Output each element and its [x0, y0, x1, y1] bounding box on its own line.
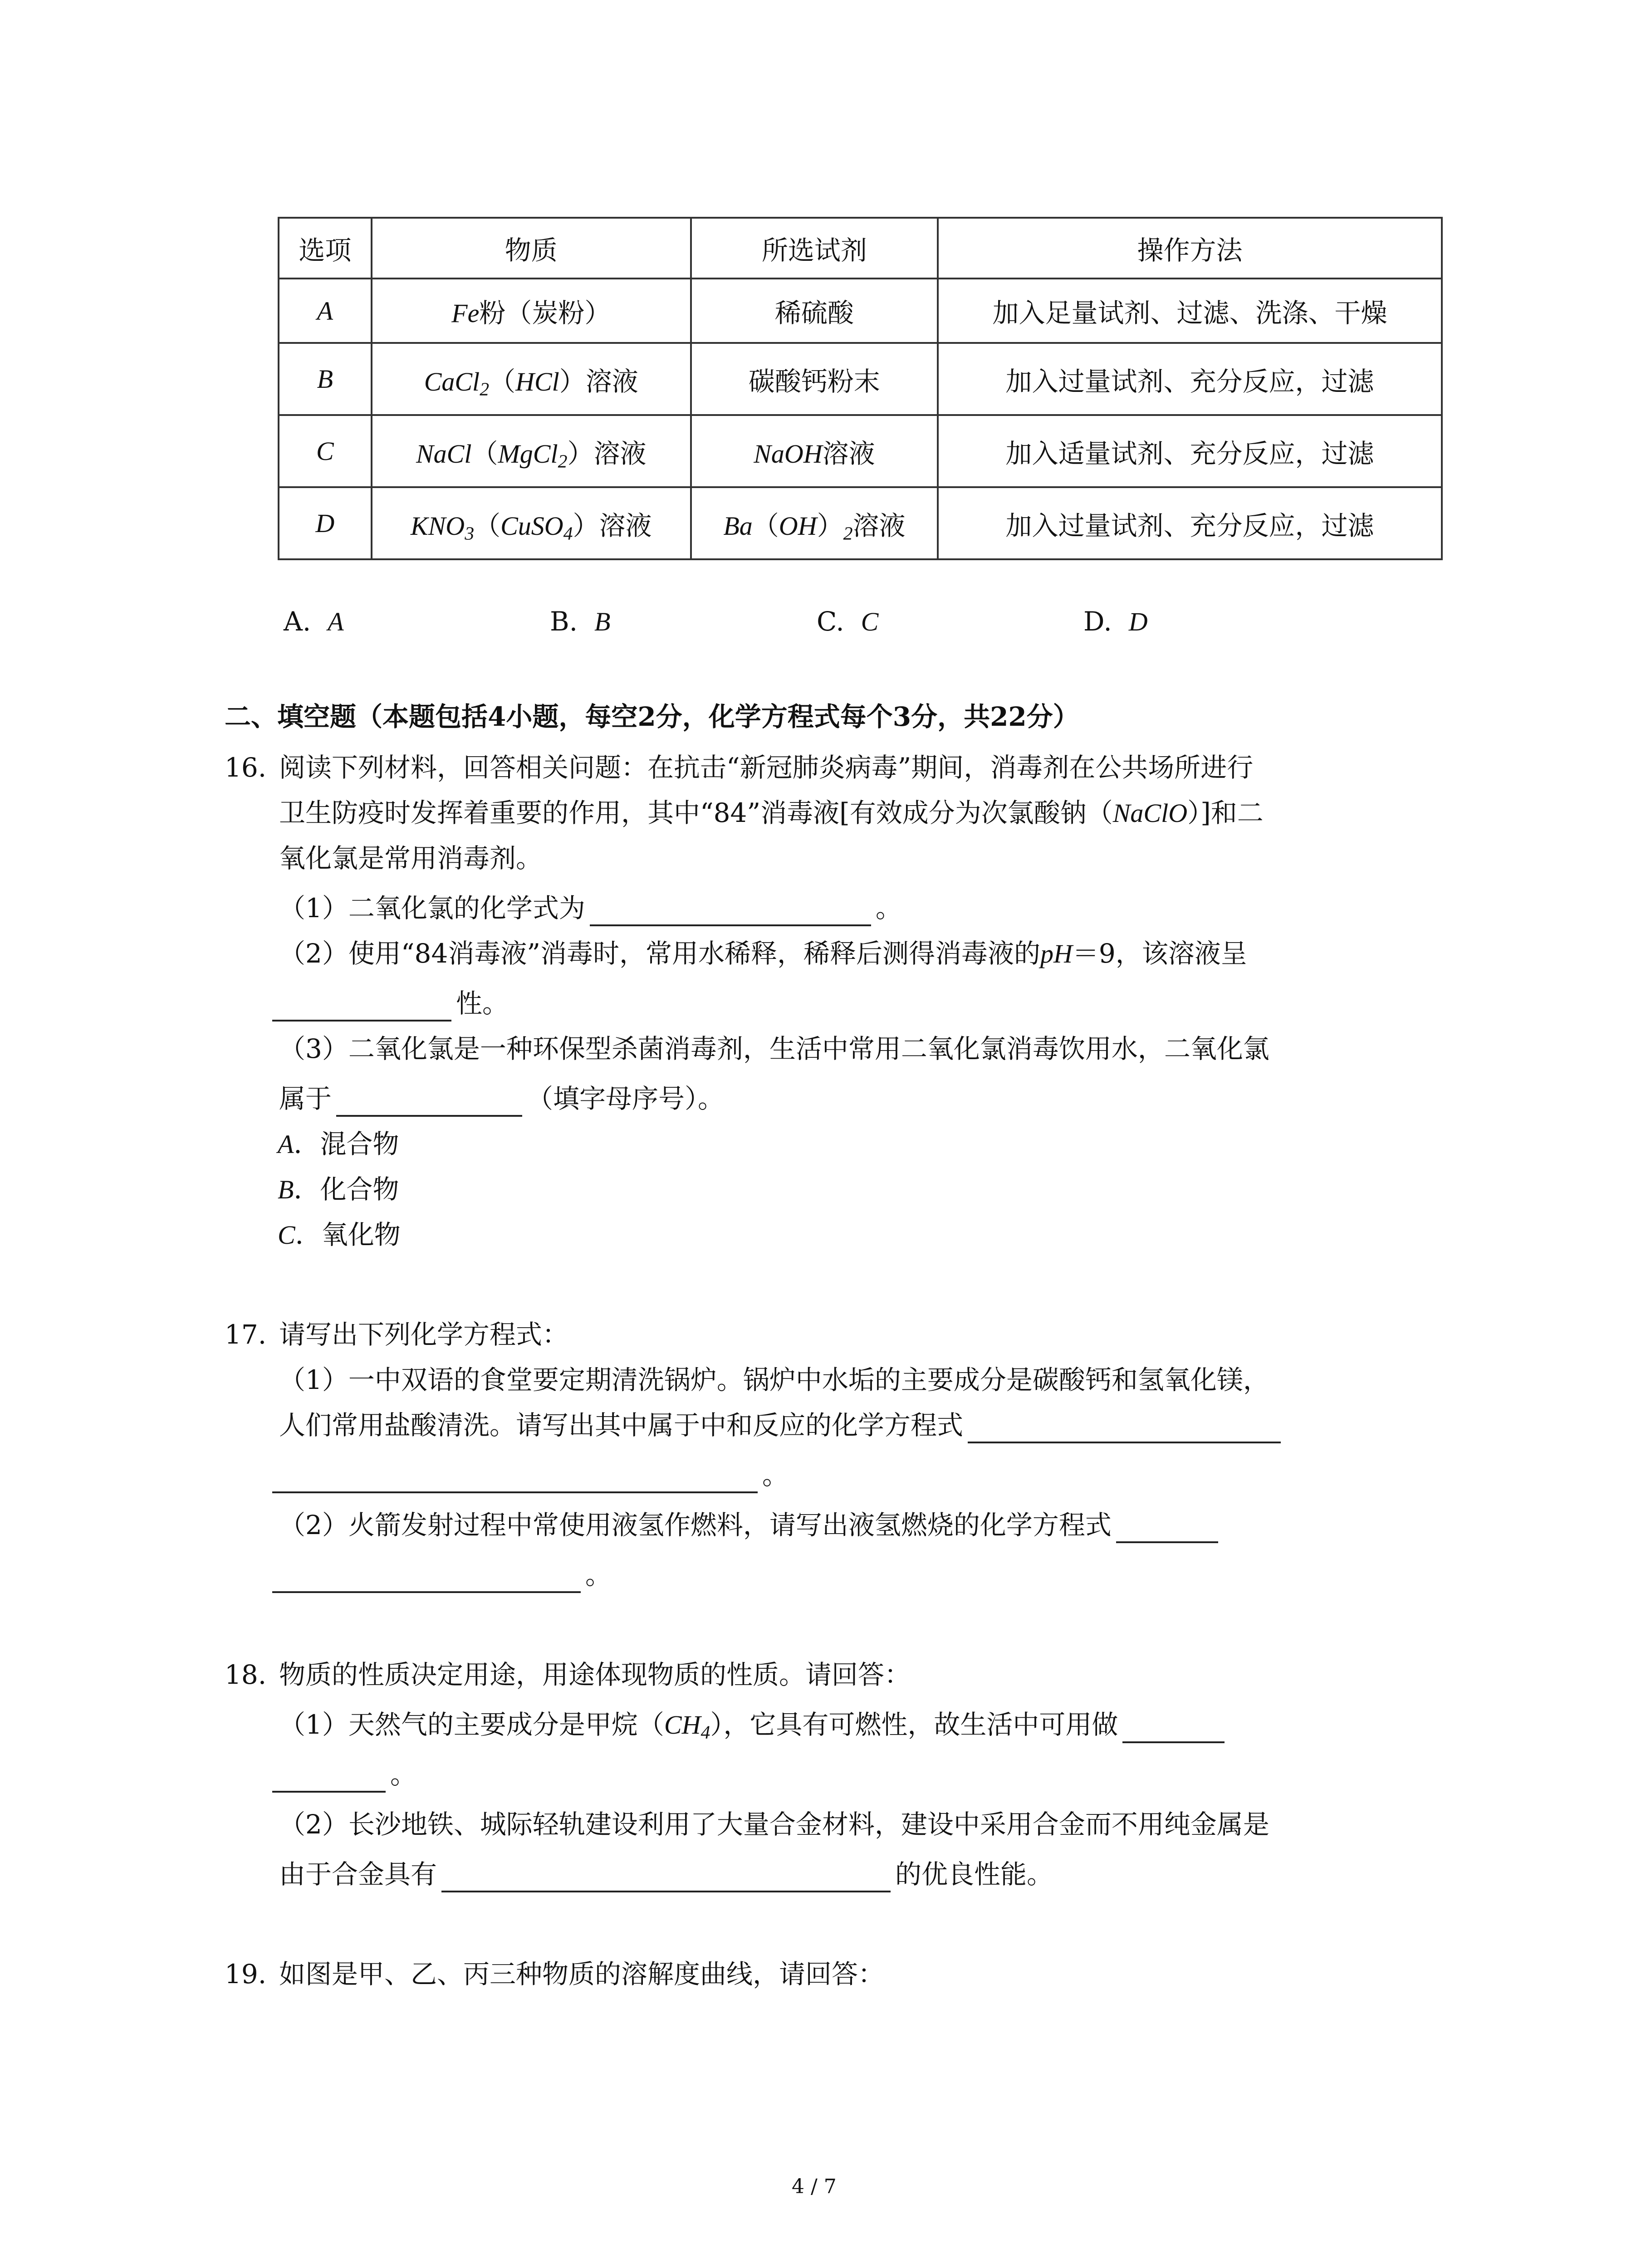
q17-part1-cont: 人们常用盐酸清洗。请写出其中属于中和反应的化学方程式 [279, 1407, 1285, 1443]
header-option: 选项 [279, 218, 372, 279]
page-number: 4 / 7 [792, 2175, 837, 2198]
choice-b[interactable]: B. B [550, 606, 611, 637]
q19-title: 如图是甲、乙、丙三种物质的溶解度曲线，请回答： [279, 1959, 885, 1989]
header-method: 操作方法 [938, 218, 1442, 279]
answer-blank[interactable] [336, 1088, 522, 1117]
q17-part1-cont2: 。 [272, 1457, 789, 1493]
q17-title: 请写出下列化学方程式： [279, 1319, 569, 1350]
row-substance: NaCl（MgCl$_2$）溶液 [372, 415, 691, 487]
q17-part1: （1）一中双语的食堂要定期清洗锅炉。锅炉中水垢的主要成分是碳酸钙和氢氧化镁， [279, 1364, 1269, 1395]
row-reagent: 碳酸钙粉末 [691, 343, 938, 415]
row-method: 加入适量试剂、充分反应，过滤 [938, 415, 1442, 487]
q18-part2-cont: 由于合金具有 的优良性能。 [279, 1856, 1053, 1892]
answer-blank[interactable] [968, 1414, 1281, 1443]
table-header-row [279, 218, 1442, 279]
question-number: 18. [225, 1659, 267, 1690]
answer-blank[interactable] [590, 897, 871, 926]
answer-blank[interactable] [272, 992, 451, 1022]
row-option: B [279, 343, 372, 415]
q17-part2: （2）火箭发射过程中常使用液氢作燃料，请写出液氢燃烧的化学方程式 [279, 1507, 1223, 1543]
q16-text: 氧化氯是常用消毒剂。 [279, 843, 543, 874]
row-reagent: $Ba(OH)_2$溶液 [691, 487, 938, 559]
answer-blank[interactable] [1116, 1514, 1218, 1543]
q16-option-a[interactable]: A．混合物 [278, 1129, 399, 1159]
table-row [279, 487, 1442, 559]
header-substance: 物质 [372, 218, 691, 279]
row-method: 加入过量试剂、充分反应，过滤 [938, 487, 1442, 559]
question-number: 16. [225, 752, 267, 783]
row-method: 加入足量试剂、过滤、洗涤、干燥 [938, 279, 1442, 343]
q16-text: 卫生防疫时发挥着重要的作用，其中“84”消毒液[有效成分为次氯酸钠（NaClO）]和二 [279, 797, 1264, 828]
choice-c[interactable]: C. C [817, 606, 879, 637]
row-option: A [279, 279, 372, 343]
answer-blank[interactable] [1122, 1714, 1225, 1743]
q18-part1-cont: 。 [272, 1756, 416, 1793]
question-number: 17. [225, 1319, 267, 1350]
answer-blank[interactable] [272, 1564, 581, 1593]
row-substance: Fe粉（炭粉） [372, 279, 691, 343]
q16-text: 阅读下列材料，回答相关问题：在抗击“新冠肺炎病毒”期间，消毒剂在公共场所进行 [279, 752, 1254, 783]
q16-part3-cont: 属于 （填字母序号）。 [279, 1080, 724, 1117]
row-substance: $KNO_3(CuSO_4)$溶液 [372, 487, 691, 559]
row-reagent: NaOH溶液 [691, 415, 938, 487]
q16-part1: （1）二氧化氯的化学式为 。 [279, 890, 902, 926]
question-number: 19. [225, 1959, 267, 1989]
answer-blank[interactable] [272, 1764, 386, 1793]
row-reagent: 稀硫酸 [691, 279, 938, 343]
q16-part2-cont: 性。 [272, 985, 509, 1022]
table-row [279, 279, 1442, 343]
choice-a[interactable]: A. A [284, 606, 344, 637]
row-method: 加入过量试剂、充分反应，过滤 [938, 343, 1442, 415]
row-option: D [279, 487, 372, 559]
row-substance: CaCl$_2$（HCl）溶液 [372, 343, 691, 415]
answer-blank[interactable] [272, 1464, 758, 1493]
q18-part1: （1）天然气的主要成分是甲烷$(CH_4)$，它具有可燃性，故生活中可用做 [279, 1706, 1229, 1743]
q16-option-b[interactable]: B．化合物 [278, 1174, 399, 1205]
answer-blank[interactable] [441, 1863, 891, 1892]
q18-part2: （2）长沙地铁、城际轻轨建设利用了大量合金材料，建设中采用合金而不用纯金属是 [279, 1809, 1269, 1840]
q18-title: 物质的性质决定用途，用途体现物质的性质。请回答： [279, 1659, 911, 1690]
q16-part3: （3）二氧化氯是一种环保型杀菌消毒剂，生活中常用二氧化氯消毒饮用水，二氧化氯 [279, 1033, 1269, 1064]
table-row [279, 415, 1442, 487]
section-title: 二、填空题（本题包括4小题，每空2分，化学方程式每个3分，共22分） [225, 701, 1079, 732]
q17-part2-cont: 。 [272, 1557, 612, 1593]
row-option: C [279, 415, 372, 487]
q16-part2: （2）使用“84消毒液”消毒时，常用水稀释，稀释后测得消毒液的pH＝9，该溶液呈 [279, 938, 1247, 969]
options-table [278, 217, 1443, 560]
q16-option-c[interactable]: C．氧化物 [278, 1219, 401, 1250]
header-reagent: 所选试剂 [691, 218, 938, 279]
table-row [279, 343, 1442, 415]
choice-d[interactable]: D. D [1083, 606, 1148, 637]
